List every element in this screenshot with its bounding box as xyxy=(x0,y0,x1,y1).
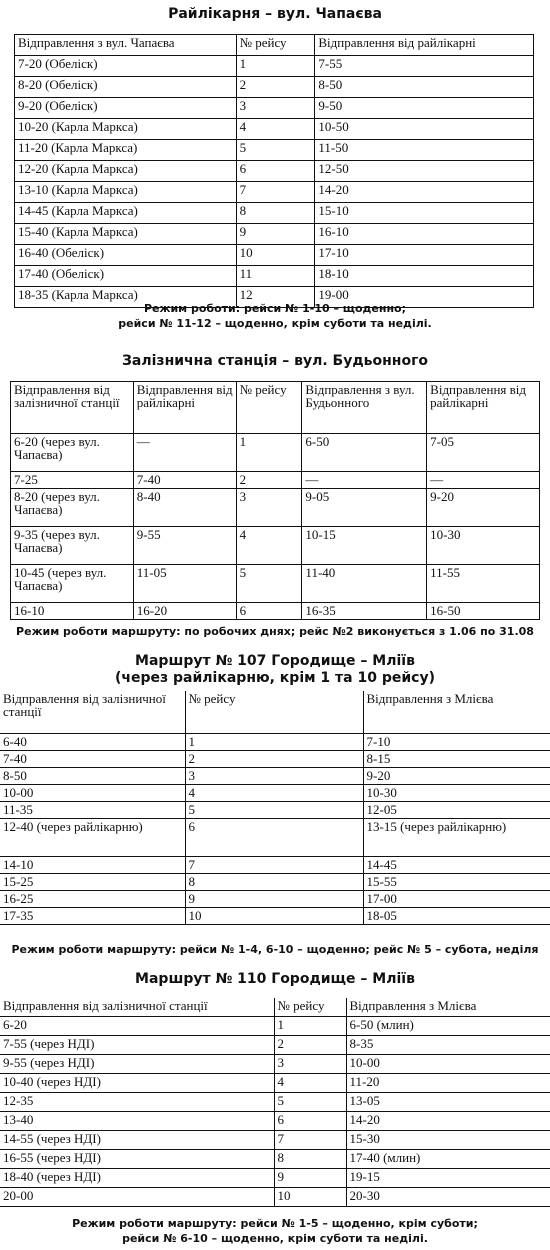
table-cell: 14-55 (через НДІ) xyxy=(0,1131,274,1150)
table-cell: 4 xyxy=(274,1074,346,1093)
table-cell: 10-30 xyxy=(363,784,550,801)
note-line: рейси № 6-10 – щоденно, крім суботи та неділі. xyxy=(122,1232,428,1245)
table-cell: 11-05 xyxy=(133,565,236,603)
column-header: Відправлення від райлікарні xyxy=(133,382,236,434)
table-cell: 9-20 xyxy=(363,767,550,784)
table-row xyxy=(15,98,534,119)
table-cell: 1 xyxy=(274,1017,346,1036)
table-row xyxy=(11,472,540,489)
table-cell: 7-55 (через НДІ) xyxy=(0,1036,274,1055)
table-row xyxy=(0,1055,550,1074)
table-cell: 17-35 xyxy=(0,907,185,924)
table-cell: 18-40 (через НДІ) xyxy=(0,1169,274,1188)
table-cell: 20-00 xyxy=(0,1188,274,1207)
table-cell: 6-20 (через вул. Чапаєва) xyxy=(11,434,134,472)
column-header: № рейсу xyxy=(274,998,346,1017)
table-row xyxy=(0,1036,550,1055)
table-row xyxy=(15,203,534,224)
table-cell: 16-10 xyxy=(315,224,534,245)
column-header: № рейсу xyxy=(185,691,363,733)
table-cell: 8 xyxy=(236,203,315,224)
table-cell: 7-40 xyxy=(0,750,185,767)
table-cell: 14-10 xyxy=(0,856,185,873)
note-line: Режим роботи: рейси № 1-10 – щоденно; xyxy=(143,302,407,315)
table-cell: 2 xyxy=(236,472,302,489)
column-header: Відправлення від райлікарні xyxy=(427,382,540,434)
table-cell: — xyxy=(427,472,540,489)
table-cell: 5 xyxy=(236,565,302,603)
table-row xyxy=(15,266,534,287)
table-cell: 5 xyxy=(185,801,363,818)
table-cell: 13-40 xyxy=(0,1112,274,1131)
table-cell: 9-20 (Обеліск) xyxy=(15,98,237,119)
table-row xyxy=(0,1150,550,1169)
table-cell: 19-15 xyxy=(346,1169,550,1188)
table-cell: — xyxy=(302,472,427,489)
table-cell: 1 xyxy=(185,733,363,750)
table-cell: 3 xyxy=(185,767,363,784)
table-row xyxy=(0,1017,550,1036)
table-cell: 14-20 xyxy=(315,182,534,203)
table-cell: 5 xyxy=(274,1093,346,1112)
table-cell: 16-55 (через НДІ) xyxy=(0,1150,274,1169)
table-cell: 12-20 (Карла Маркса) xyxy=(15,161,237,182)
column-header: Відправлення від залізничної станції xyxy=(0,998,274,1017)
table-cell: 18-05 xyxy=(363,907,550,924)
table-row xyxy=(15,224,534,245)
table-cell: 8-20 (Обеліск) xyxy=(15,77,237,98)
table-row xyxy=(0,1169,550,1188)
column-header: Відправлення з Млієва xyxy=(363,691,550,733)
note-line: Режим роботи маршруту: рейси № 1-5 – щоденно, крім суботи; xyxy=(72,1217,478,1230)
table-cell: 14-45 (Карла Маркса) xyxy=(15,203,237,224)
table-cell: 11-20 xyxy=(346,1074,550,1093)
table-row xyxy=(15,56,534,77)
table-row xyxy=(0,873,550,890)
table-cell: 12 xyxy=(236,287,315,308)
schedule-note xyxy=(0,942,550,957)
table-cell: 9-35 (через вул. Чапаєва) xyxy=(11,527,134,565)
table-cell: 17-00 xyxy=(363,890,550,907)
table-row xyxy=(0,1188,550,1207)
table-cell: 10 xyxy=(274,1188,346,1207)
table-cell: 10-20 (Карла Маркса) xyxy=(15,119,237,140)
table-cell: 10-50 xyxy=(315,119,534,140)
table-row xyxy=(15,182,534,203)
section-title-zaliznychna-stantsiia: Залізнична станція – вул. Будьонного xyxy=(121,353,429,369)
column-header: Відправлення від залізничної станції xyxy=(11,382,134,434)
table-cell: 16-40 (Обеліск) xyxy=(15,245,237,266)
table-cell: 10-00 xyxy=(346,1055,550,1074)
table-cell: 6 xyxy=(236,161,315,182)
column-header: № рейсу xyxy=(236,35,315,56)
table-header-row xyxy=(0,998,550,1017)
table-cell: 10-00 xyxy=(0,784,185,801)
note-line: Режим роботи маршруту: рейси № 1-4, 6-10 – щоденно; рейс № 5 – субота, неділя xyxy=(11,943,539,956)
table-cell: 11-55 xyxy=(427,565,540,603)
table-header-row xyxy=(0,691,550,733)
table-cell: 15-10 xyxy=(315,203,534,224)
table-cell: 8 xyxy=(185,873,363,890)
table-cell: 4 xyxy=(185,784,363,801)
table-cell: 6 xyxy=(185,818,363,856)
table-row xyxy=(11,527,540,565)
table-cell: 8-15 xyxy=(363,750,550,767)
table-cell: 6-40 xyxy=(0,733,185,750)
schedule-table-railikarnia xyxy=(14,34,534,308)
table-cell: 7-40 xyxy=(133,472,236,489)
table-cell: 12-35 xyxy=(0,1093,274,1112)
table-cell: 15-40 (Карла Маркса) xyxy=(15,224,237,245)
table-cell: 11-20 (Карла Маркса) xyxy=(15,140,237,161)
table-cell: 17-10 xyxy=(315,245,534,266)
table-row xyxy=(0,890,550,907)
table-row xyxy=(15,161,534,182)
table-cell: 15-55 xyxy=(363,873,550,890)
table-header-row xyxy=(11,382,540,434)
table-row xyxy=(0,856,550,873)
table-cell: 6-20 xyxy=(0,1017,274,1036)
table-cell: 18-35 (Карла Маркса) xyxy=(15,287,237,308)
table-row xyxy=(11,603,540,620)
table-cell: 8-50 xyxy=(0,767,185,784)
table-cell: 9 xyxy=(274,1169,346,1188)
table-cell: 7-05 xyxy=(427,434,540,472)
table-cell: 7-20 (Обеліск) xyxy=(15,56,237,77)
table-cell: 15-30 xyxy=(346,1131,550,1150)
table-cell: 14-45 xyxy=(363,856,550,873)
table-cell: 16-20 xyxy=(133,603,236,620)
note-line: рейси № 11-12 – щоденно, крім суботи та неділі. xyxy=(118,317,432,330)
table-cell: 11-40 xyxy=(302,565,427,603)
table-cell: 10-30 xyxy=(427,527,540,565)
table-row xyxy=(0,818,550,856)
table-cell: 9 xyxy=(185,890,363,907)
table-row xyxy=(11,565,540,603)
table-cell: 10 xyxy=(236,245,315,266)
table-cell: 16-50 xyxy=(427,603,540,620)
table-cell: 4 xyxy=(236,527,302,565)
table-header-row xyxy=(15,35,534,56)
table-row xyxy=(0,750,550,767)
table-cell: 13-05 xyxy=(346,1093,550,1112)
table-cell: 10-15 xyxy=(302,527,427,565)
column-header: Відправлення з вул. Будьонного xyxy=(302,382,427,434)
table-cell: 8 xyxy=(274,1150,346,1169)
schedule-table-route-110 xyxy=(0,998,550,1207)
section-title-railikarnia: Райлікарня – вул. Чапаєва xyxy=(168,6,382,22)
table-row xyxy=(11,434,540,472)
table-cell: 8-40 xyxy=(133,489,236,527)
table-cell: 16-35 xyxy=(302,603,427,620)
table-cell: 9-55 (через НДІ) xyxy=(0,1055,274,1074)
table-cell: 6 xyxy=(236,603,302,620)
route-title: Маршрут № 107 Городище – Мліїв xyxy=(135,653,415,669)
table-cell: 12-05 xyxy=(363,801,550,818)
table-cell: 11-50 xyxy=(315,140,534,161)
table-cell: 9 xyxy=(236,224,315,245)
table-cell: 7 xyxy=(185,856,363,873)
table-cell: 7 xyxy=(274,1131,346,1150)
table-cell: 18-10 xyxy=(315,266,534,287)
table-cell: 11 xyxy=(236,266,315,287)
table-row xyxy=(0,801,550,818)
table-row xyxy=(11,489,540,527)
table-cell: 1 xyxy=(236,56,315,77)
table-cell: 8-50 xyxy=(315,77,534,98)
table-row xyxy=(0,1074,550,1093)
table-cell: 1 xyxy=(236,434,302,472)
table-cell: 12-40 (через райлікарню) xyxy=(0,818,185,856)
table-cell: 15-25 xyxy=(0,873,185,890)
table-cell: 11-35 xyxy=(0,801,185,818)
table-cell: 3 xyxy=(274,1055,346,1074)
schedule-note xyxy=(0,301,550,331)
table-cell: 16-10 xyxy=(11,603,134,620)
table-cell: 8-20 (через вул. Чапаєва) xyxy=(11,489,134,527)
table-cell: 14-20 xyxy=(346,1112,550,1131)
column-header: Відправлення від залізничної станції xyxy=(0,691,185,733)
table-cell: 19-00 xyxy=(315,287,534,308)
table-row xyxy=(0,1093,550,1112)
table-row xyxy=(0,1131,550,1150)
column-header: Відправлення з Млієва xyxy=(346,998,550,1017)
table-cell: 5 xyxy=(236,140,315,161)
table-row xyxy=(0,907,550,924)
table-cell: 13-10 (Карла Маркса) xyxy=(15,182,237,203)
table-row xyxy=(15,119,534,140)
table-cell: 7-55 xyxy=(315,56,534,77)
route-subtitle: (через райлікарню, крім 1 та 10 рейсу) xyxy=(114,670,435,686)
schedule-note xyxy=(0,624,550,639)
table-cell: 17-40 (Обеліск) xyxy=(15,266,237,287)
table-cell: 2 xyxy=(236,77,315,98)
schedule-table-route-107 xyxy=(0,691,550,925)
table-cell: 13-15 (через райлікарню) xyxy=(363,818,550,856)
table-row xyxy=(15,245,534,266)
table-row xyxy=(15,140,534,161)
table-cell: 10 xyxy=(185,907,363,924)
table-row xyxy=(15,77,534,98)
schedule-table-stantsiia-budonnoho xyxy=(10,381,540,620)
table-cell: 7-25 xyxy=(11,472,134,489)
table-cell: — xyxy=(133,434,236,472)
table-row xyxy=(0,767,550,784)
table-cell: 3 xyxy=(236,489,302,527)
table-cell: 10-40 (через НДІ) xyxy=(0,1074,274,1093)
table-cell: 20-30 xyxy=(346,1188,550,1207)
table-cell: 8-35 xyxy=(346,1036,550,1055)
table-cell: 2 xyxy=(185,750,363,767)
column-header: Відправлення з вул. Чапаєва xyxy=(15,35,237,56)
note-line: Режим роботи маршруту: по робочих днях; рейс №2 виконується з 1.06 по 31.08 xyxy=(16,625,534,638)
section-title-route-107 xyxy=(0,653,550,687)
section-title-route-110: Маршрут № 110 Городище – Мліїв xyxy=(135,971,415,987)
table-row xyxy=(0,1112,550,1131)
table-cell: 9-05 xyxy=(302,489,427,527)
table-cell: 12-50 xyxy=(315,161,534,182)
table-cell: 2 xyxy=(274,1036,346,1055)
table-cell: 6 xyxy=(274,1112,346,1131)
column-header: Відправлення від райлікарні xyxy=(315,35,534,56)
column-header: № рейсу xyxy=(236,382,302,434)
table-cell: 10-45 (через вул. Чапаєва) xyxy=(11,565,134,603)
table-cell: 3 xyxy=(236,98,315,119)
table-cell: 7 xyxy=(236,182,315,203)
table-row xyxy=(0,784,550,801)
table-cell: 17-40 (млин) xyxy=(346,1150,550,1169)
table-cell: 9-20 xyxy=(427,489,540,527)
table-cell: 6-50 xyxy=(302,434,427,472)
table-cell: 9-50 xyxy=(315,98,534,119)
table-cell: 9-55 xyxy=(133,527,236,565)
table-cell: 6-50 (млин) xyxy=(346,1017,550,1036)
schedule-note xyxy=(0,1216,550,1246)
table-row xyxy=(0,733,550,750)
table-cell: 7-10 xyxy=(363,733,550,750)
table-cell: 4 xyxy=(236,119,315,140)
table-cell: 16-25 xyxy=(0,890,185,907)
